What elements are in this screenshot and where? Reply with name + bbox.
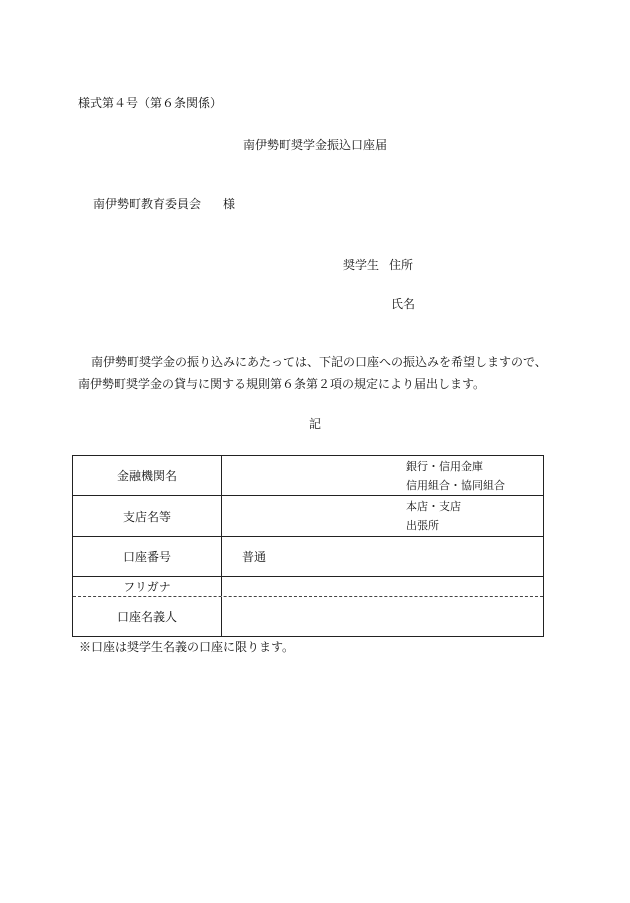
applicant-address-line [343,259,413,271]
branch-value-cell[interactable] [222,496,543,536]
table-row-bank [73,456,543,496]
body-text-line-1: 南伊勢町奨学金の振り込みにあたっては、下記の口座への振込みを希望しますので、 [91,355,547,369]
account-type: 普通 [242,550,267,564]
table-row-furigana [73,577,543,597]
footnote: ※口座は奨学生名義の口座に限ります。 [79,640,295,654]
bank-type-option-2: 信用組合・協同組合 [406,479,505,492]
branch-label: 支店名等 [73,496,222,536]
table-row-account-number [73,537,543,577]
addressee-name: 南伊勢町教育委員会 [93,197,202,211]
applicant-role: 奨学生 [343,258,380,272]
addressee [93,198,235,210]
account-number-label: 口座番号 [73,537,222,576]
ki-heading: 記 [308,417,321,431]
branch-type-option-2: 出張所 [406,519,439,532]
name-label: 氏名 [391,297,416,311]
bank-type-option-1: 銀行・信用金庫 [406,460,483,473]
table-row-account-holder [73,597,543,636]
bank-value-cell[interactable] [222,456,543,495]
account-holder-value-cell[interactable] [222,597,543,636]
furigana-label: フリガナ [73,577,222,596]
account-table [72,455,544,637]
account-number-value-cell[interactable] [222,537,543,576]
branch-type-option-1: 本店・支店 [406,500,461,513]
table-row-branch [73,496,543,537]
address-label: 住所 [389,258,414,272]
form-number: 様式第４号（第６条関係） [78,96,223,110]
account-holder-label: 口座名義人 [73,597,222,636]
furigana-value-cell[interactable] [222,577,543,596]
bank-label: 金融機関名 [73,456,222,495]
document-title: 南伊勢町奨学金振込口座届 [242,138,387,152]
addressee-honorific: 様 [223,197,236,211]
body-text-line-2: 南伊勢町奨学金の貸与に関する規則第６条第２項の規定により届出します。 [78,377,486,391]
